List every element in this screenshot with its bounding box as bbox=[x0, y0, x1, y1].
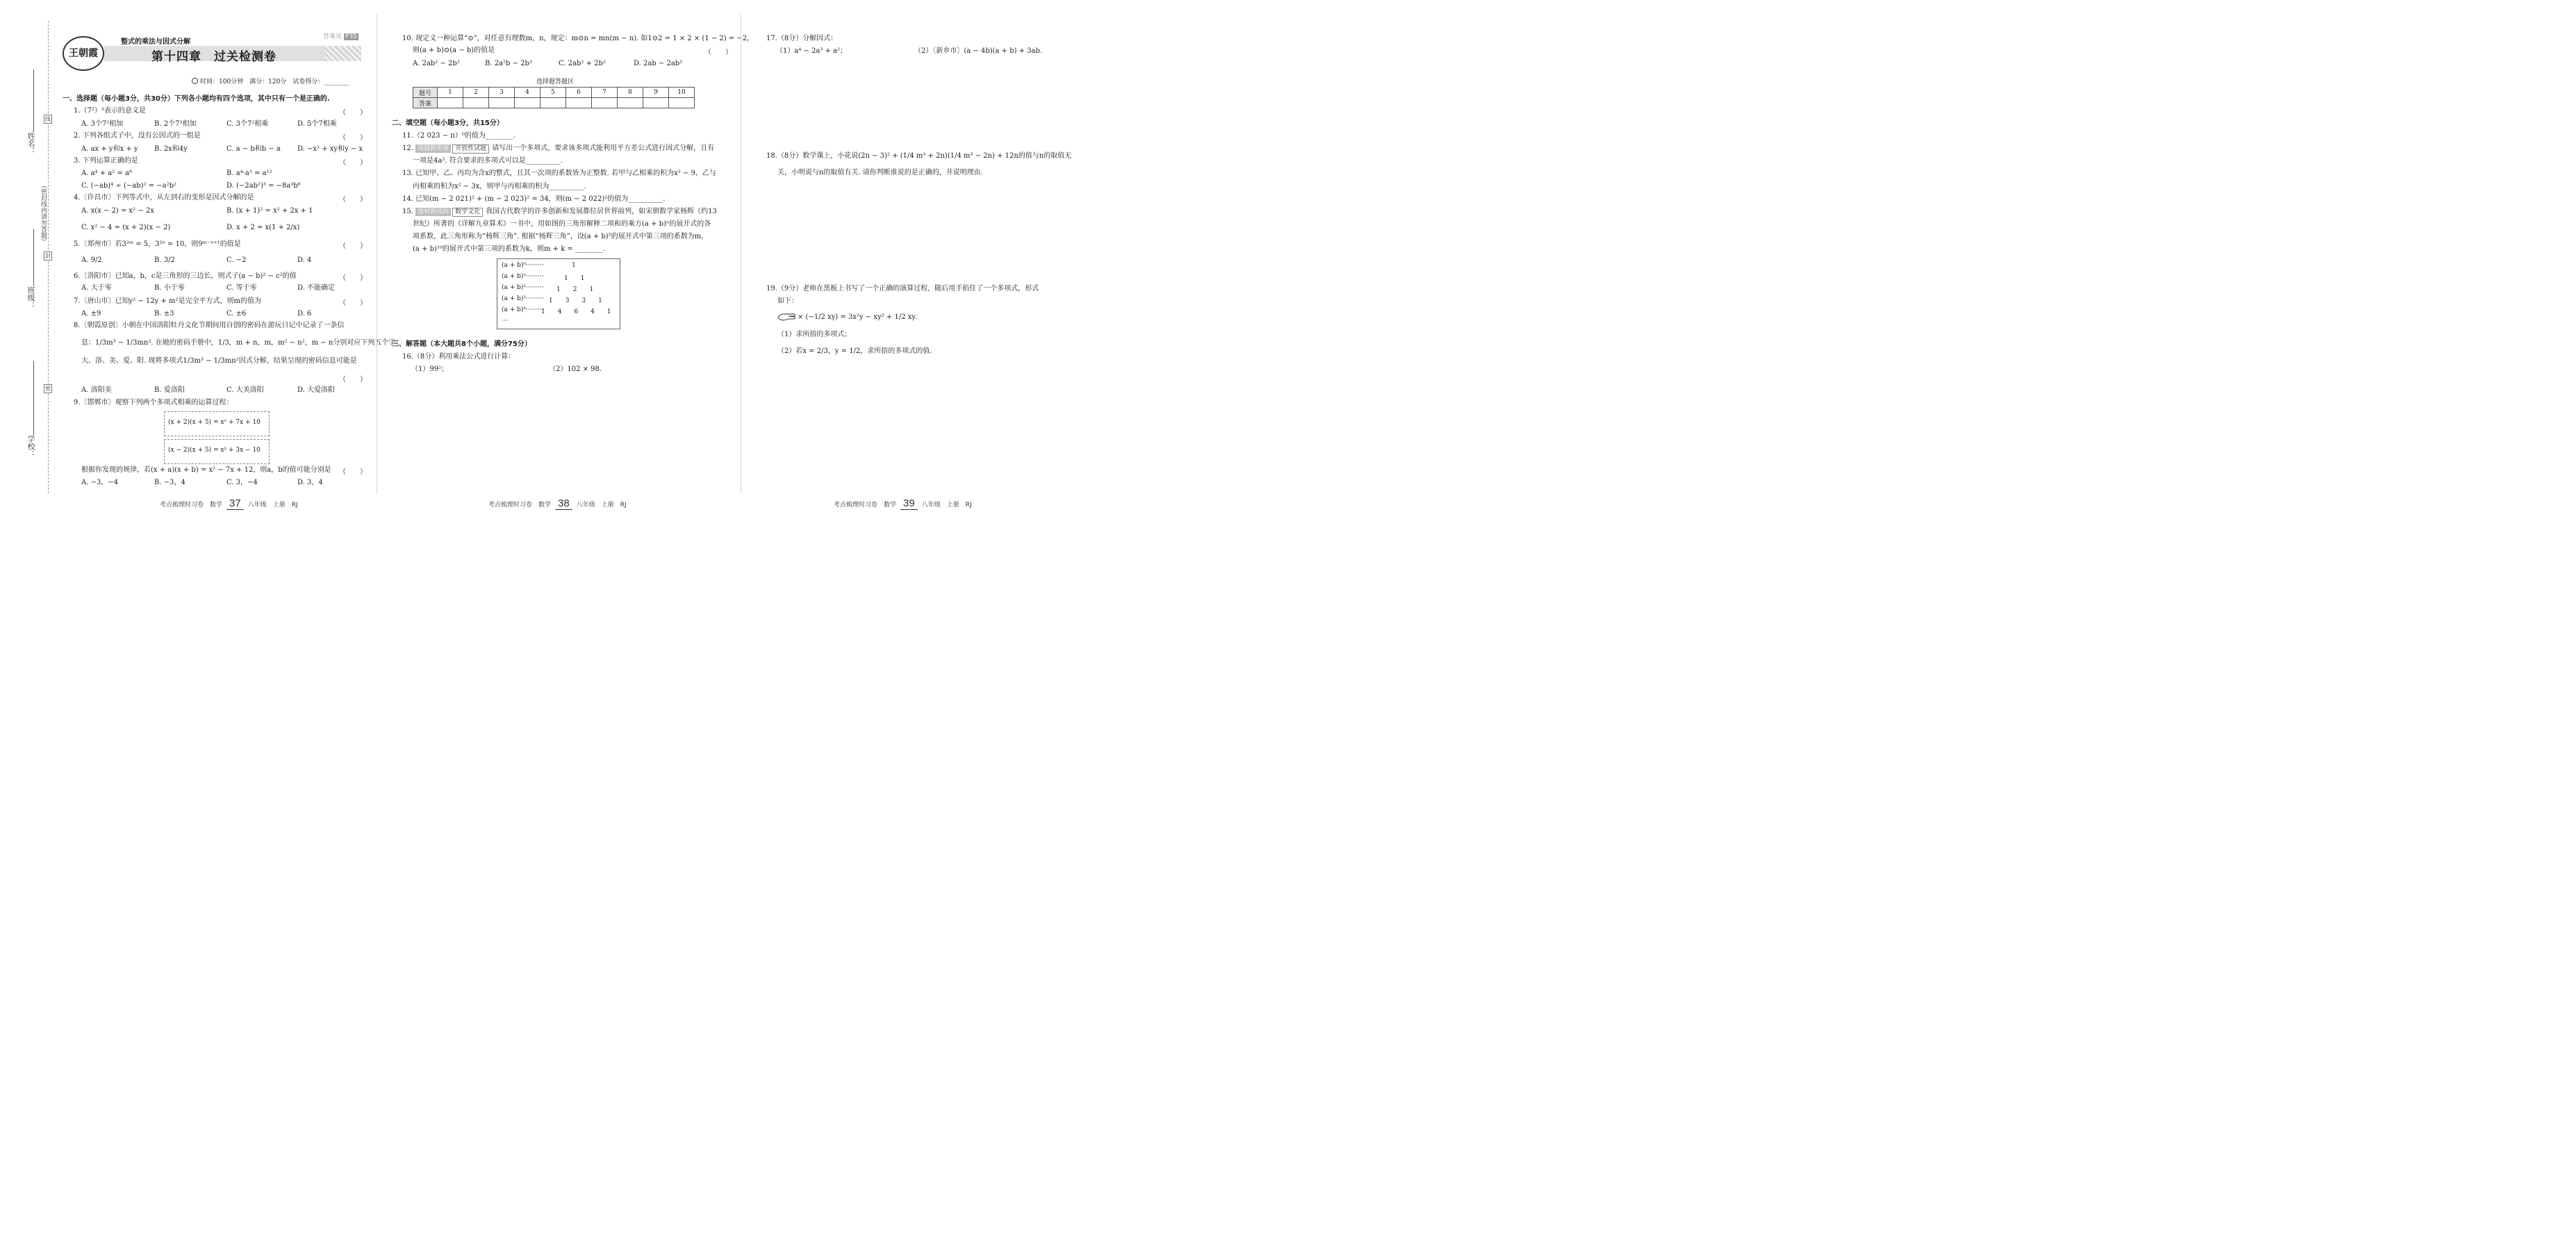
q1-option-a[interactable]: A. 3个7²相加 bbox=[81, 120, 124, 128]
q8-answer-paren[interactable]: （ ） bbox=[339, 376, 367, 384]
q9-stem: 9.〔邯郸市〕观察下列两个多项式相乘的运算过程： bbox=[74, 399, 233, 406]
page-number: 39 bbox=[900, 497, 918, 510]
answer-table-number: 4 bbox=[515, 88, 540, 98]
q12-line1: 12. 设题新角度 开放性试题 请写出一个多项式，要求该多项式能利用平方差公式进行因式分解，且有 bbox=[402, 145, 715, 152]
q3-option-d[interactable]: D. (−2ab²)³ = −8a³b⁶ bbox=[226, 182, 301, 190]
answer-cell[interactable] bbox=[618, 98, 643, 108]
title-banner-pattern bbox=[325, 46, 361, 61]
q4-option-c[interactable]: C. x² − 4 = (x + 2)(x − 2) bbox=[81, 224, 171, 231]
q10-option-a[interactable]: A. 2ab² − 2b² bbox=[413, 60, 460, 67]
pascal-row-lhs: (a + b)¹········· bbox=[502, 273, 544, 280]
answer-cell[interactable] bbox=[643, 98, 669, 108]
q2-option-b[interactable]: B. 2x和4y bbox=[154, 145, 188, 153]
seal-mark-1: 线 bbox=[45, 116, 51, 122]
pascal-triangle-figure bbox=[497, 258, 620, 329]
q19-part2: （2）若x = 2/3，y = 1/2，求所捂的多项式的值. bbox=[777, 347, 932, 355]
answer-table-number: 9 bbox=[643, 88, 669, 98]
pascal-row-coef: 1 2 1 bbox=[556, 286, 594, 293]
q4-option-b[interactable]: B. (x + 1)² = x² + 2x + 1 bbox=[226, 207, 313, 215]
q3-stem: 3. 下列运算正确的是 bbox=[74, 157, 138, 165]
answer-table-number-row bbox=[413, 88, 695, 98]
q7-option-d[interactable]: D. 6 bbox=[297, 310, 312, 318]
answer-cell[interactable] bbox=[489, 98, 515, 108]
q6-option-d[interactable]: D. 不能确定 bbox=[297, 284, 336, 292]
school-label: 学校： bbox=[26, 435, 35, 458]
q1-answer-paren[interactable]: （ ） bbox=[339, 109, 367, 117]
q4-option-d[interactable]: D. x + 2 = x(1 + 2/x) bbox=[226, 224, 300, 231]
q7-option-c[interactable]: C. ±6 bbox=[226, 310, 247, 318]
clock-icon bbox=[192, 78, 198, 84]
q13-line1: 13. 已知甲、乙、丙均为含x的整式，且其一次项的系数皆为正整数. 若甲与乙相乘的积为x² − 9，乙与 bbox=[402, 170, 716, 177]
q8-option-c[interactable]: C. 大美洛阳 bbox=[226, 386, 264, 394]
q15-line2: 世纪）所著的《详解九章算术》一书中，用如图的三角形解释二项和的乘方(a + b)ⁿ的展开式的各 bbox=[413, 220, 711, 228]
q3-option-c[interactable]: C. (−ab)⁴ ÷ (−ab)² = −a²b² bbox=[81, 182, 176, 190]
q16-part1: （1）99²； bbox=[411, 365, 449, 373]
q17-part2: （2）〔新乡市〕(a − 4b)(a + b) + 3ab. bbox=[914, 47, 1043, 55]
answer-table bbox=[413, 87, 695, 108]
pascal-row-coef: 1 bbox=[572, 262, 576, 269]
q4-answer-paren[interactable]: （ ） bbox=[339, 196, 367, 204]
q15-line4: (a + b)¹⁰的展开式中第三项的系数为k，则m + k = ________. bbox=[413, 245, 606, 253]
answer-cell[interactable] bbox=[540, 98, 566, 108]
q8-line2: 息：1/3m³ − 1/3mn². 在她的密码手册中，1/3，m + n，m，m² − n²，m − n分别对应下列五个字： bbox=[81, 339, 403, 347]
q15-tag-culture: 数学文化 bbox=[452, 208, 483, 217]
name-underline bbox=[33, 69, 34, 132]
hand-icon bbox=[777, 311, 797, 324]
q12-tag-open: 开放性试题 bbox=[452, 145, 489, 154]
q8-option-b[interactable]: B. 爱洛阳 bbox=[154, 386, 185, 394]
pascal-row-lhs: (a + b)³········· bbox=[502, 295, 544, 302]
q6-answer-paren[interactable]: （ ） bbox=[339, 274, 367, 282]
answer-table-number: 8 bbox=[618, 88, 643, 98]
q3-option-a[interactable]: A. a⁴ + a² = a⁶ bbox=[81, 170, 132, 177]
q7-option-a[interactable]: A. ±9 bbox=[81, 310, 101, 318]
answer-table-row2-head: 答案 bbox=[413, 98, 438, 108]
q3-option-b[interactable]: B. a⁴·a³ = a¹² bbox=[226, 170, 272, 177]
section3-title: 三、解答题（本大题共8个小题，满分75分） bbox=[392, 340, 531, 348]
q12-tag-angle: 设题新角度 bbox=[415, 145, 451, 153]
q14: 14. 已知(m − 2 021)² + (m − 2 023)² = 34，则(m − 2 022)²的值为__________. bbox=[402, 195, 666, 203]
answer-cell[interactable] bbox=[515, 98, 540, 108]
q2-answer-paren[interactable]: （ ） bbox=[339, 134, 367, 142]
footer-page-38: 考点梳理时习卷 数学 38 八年级 上册 RJ bbox=[488, 497, 627, 509]
q9-formula-2: (x − 2)(x + 5) = x² + 3x − 10 bbox=[168, 447, 261, 454]
header-subtitle: 整式的乘法与因式分解 bbox=[121, 38, 190, 46]
pascal-row-coef: 1 1 bbox=[564, 275, 585, 282]
q10-line1: 10. 现定义一种运算“⊙”，对任意有理数m，n，规定：m⊙n = mn(m − n). 如1⊙2 = 1 × 2 × (1 − 2) = −2， bbox=[402, 35, 754, 42]
q9-option-d[interactable]: D. 3，4 bbox=[297, 479, 323, 486]
q7-stem: 7.〔唐山市〕已知y² − 12y + m²是完全平方式，则m的值为 bbox=[74, 297, 262, 305]
pascal-row-lhs: (a + b)²········· bbox=[502, 284, 544, 291]
seal-mark-3: 密 bbox=[45, 386, 51, 392]
name-label: 姓名： bbox=[26, 132, 35, 155]
answer-cell[interactable] bbox=[566, 98, 592, 108]
pascal-row-coef: 1 3 3 1 bbox=[549, 297, 602, 304]
q9-answer-paren[interactable]: （ ） bbox=[339, 468, 367, 476]
q19-line2: 如下： bbox=[777, 297, 798, 305]
q9-formula-1: (x + 2)(x + 5) = x² + 7x + 10 bbox=[168, 419, 261, 426]
q8-option-d[interactable]: D. 大爱洛阳 bbox=[297, 386, 336, 394]
page-number: 37 bbox=[226, 497, 244, 510]
seal-mark-2: 封 bbox=[45, 253, 51, 259]
q10-answer-paren[interactable]: （ ） bbox=[704, 49, 732, 56]
class-underline bbox=[33, 229, 34, 286]
footer-page-37: 考点梳理时习卷 数学 37 八年级 上册 RJ bbox=[160, 497, 298, 509]
q17: 17.（8分）分解因式： bbox=[766, 35, 838, 42]
q18-line1: 18.（8分）数学课上，小花说(2n − 3)² + (1/4 m³ + 2n)(1/4 m³ − 2n) + 12n的值与n的取值无 bbox=[766, 152, 1072, 160]
pascal-row-lhs: (a + b)⁴········· bbox=[502, 306, 544, 313]
q5-option-d[interactable]: D. 4 bbox=[297, 256, 312, 264]
page-title: 第十四章 过关检测卷 bbox=[151, 50, 276, 64]
answer-table-number: 10 bbox=[669, 88, 695, 98]
answer-cell[interactable] bbox=[592, 98, 618, 108]
q5-option-c[interactable]: C. −2 bbox=[226, 256, 247, 264]
q1-option-c[interactable]: C. 3个7²相乘 bbox=[226, 120, 269, 128]
answer-table-number: 2 bbox=[463, 88, 489, 98]
page-number: 38 bbox=[555, 497, 572, 510]
q10-option-d[interactable]: D. 2ab − 2ab² bbox=[634, 60, 683, 67]
answer-table-number: 5 bbox=[540, 88, 566, 98]
answer-page-badge: P35 bbox=[345, 33, 357, 40]
q7-answer-paren[interactable]: （ ） bbox=[339, 299, 367, 307]
pascal-row-lhs: ··· bbox=[502, 318, 508, 324]
q9-option-b[interactable]: B. −3，4 bbox=[154, 479, 185, 486]
q10-option-b[interactable]: B. 2a²b − 2b³ bbox=[485, 60, 532, 67]
q3-answer-paren[interactable]: （ ） bbox=[339, 159, 367, 167]
answer-table-number: 1 bbox=[438, 88, 463, 98]
answer-ref: 答案见 P35 bbox=[323, 33, 357, 40]
logo-badge bbox=[63, 36, 104, 71]
q15-tag-material: 选材新风向 bbox=[415, 208, 451, 216]
section2-title: 二、填空题（每小题3分，共15分） bbox=[392, 120, 504, 127]
answer-table-number: 6 bbox=[566, 88, 592, 98]
answer-cell[interactable] bbox=[669, 98, 695, 108]
q6-option-a[interactable]: A. 大于零 bbox=[81, 284, 112, 292]
q17-part1: （1）a⁴ − 2a³ + a²； bbox=[776, 47, 848, 55]
q11: 11.（2 023 − π）⁰的值为________. bbox=[402, 132, 516, 140]
q10-line2: 则(a + b)⊙(a − b)的值是 bbox=[413, 47, 495, 54]
q8-option-a[interactable]: A. 洛阳美 bbox=[81, 386, 112, 394]
answer-table-number: 7 bbox=[592, 88, 618, 98]
q6-option-b[interactable]: B. 小于零 bbox=[154, 284, 185, 292]
q2-option-a[interactable]: A. ax + y和x + y bbox=[81, 145, 138, 153]
q2-stem: 2. 下列各组式子中，没有公因式的一组是 bbox=[74, 132, 201, 140]
q1-option-b[interactable]: B. 2个7³相加 bbox=[154, 120, 197, 128]
q4-stem: 4.〔许昌市〕下列等式中，从左到右的变形是因式分解的是 bbox=[74, 194, 254, 201]
seal-note: （密封线内请勿答题） bbox=[40, 182, 47, 245]
q18-line2: 关，小明说与n的取值有关. 请你判断谁说的是正确的，并说明理由. bbox=[777, 169, 983, 176]
q15-line1: 15. 选材新风向 数学文化 我国古代数学的许多创新和发展都位居世界前列，如宋朝数学家杨辉（约13 bbox=[402, 208, 717, 215]
logo-text: 王朝霞 bbox=[69, 48, 98, 59]
q8-line3: 大、洛、美、爱、阳. 现将多项式1/3m³ − 1/3mn²因式分解，结果呈现的密码信息可能是 bbox=[81, 357, 357, 365]
q16-part2: （2）102 × 98. bbox=[549, 365, 602, 373]
answer-cell[interactable] bbox=[463, 98, 489, 108]
school-underline bbox=[33, 361, 34, 435]
q19-line1: 19.（9分）老师在黑板上书写了一个正确的演算过程，随后用手掐住了一个多项式，形式 bbox=[766, 285, 1039, 293]
q9-option-c[interactable]: C. 3，−4 bbox=[226, 479, 258, 486]
answer-table-title: 选择题答题区 bbox=[536, 79, 575, 85]
q19-part1: （1）求所捂的多项式； bbox=[777, 331, 852, 338]
section1-title: 一、选择题（每小题3分，共30分）下列各小题均有四个选项，其中只有一个是正确的. bbox=[63, 95, 330, 103]
q9-line2: 根据你发现的规律，若(x + a)(x + b) = x² − 7x + 12，则a，b的值可能分别是 bbox=[81, 466, 331, 474]
q6-stem: 6.〔洛阳市〕已知a，b，c是三角形的三边长，则式子(a − b)² − c²的值 bbox=[74, 272, 297, 280]
q5-option-b[interactable]: B. 3/2 bbox=[154, 256, 175, 264]
time-info: 时间：100分钟 满分：120分 试卷得分：________ bbox=[200, 79, 349, 85]
q1-option-d[interactable]: D. 5个7相乘 bbox=[297, 120, 337, 128]
q8-line1: 8.〔朝霞原创〕小朝在中国洛阳牡丹文化节期间用自创的密码在游玩日记中记录了一条信 bbox=[74, 322, 345, 329]
q19-equation: × (−1/2 xy) = 3x²y − xy² + 1/2 xy. bbox=[798, 313, 917, 321]
q4-option-a[interactable]: A. x(x − 2) = x² − 2x bbox=[81, 207, 154, 215]
q6-option-c[interactable]: C. 等于零 bbox=[226, 284, 257, 292]
q12-line2: 一项是4a². 符合要求的多项式可以是__________. bbox=[413, 157, 563, 165]
pascal-row-coef: 1 4 6 4 1 bbox=[541, 308, 611, 315]
q5-option-a[interactable]: A. 9/2 bbox=[81, 256, 102, 264]
pascal-row-lhs: (a + b)⁰········· bbox=[502, 262, 544, 269]
footer-page-39: 考点梳理时习卷 数学 39 八年级 上册 RJ bbox=[834, 497, 972, 509]
answer-cell[interactable] bbox=[438, 98, 463, 108]
class-label: 班级： bbox=[26, 286, 35, 309]
q15-line3: 项系数，此三角形称为“杨辉三角”. 根据“杨辉三角”，设(a + b)⁵的展开式中第三项的系数为m， bbox=[413, 233, 709, 240]
q13-line2: 丙相乘的积为x² − 3x，则甲与丙相乘的积为__________. bbox=[413, 183, 586, 190]
q1-stem: 1.（7²）³表示的意义是 bbox=[74, 107, 146, 115]
answer-table-row1-head: 题号 bbox=[413, 88, 438, 98]
answer-table-answer-row bbox=[413, 98, 695, 108]
q5-answer-paren[interactable]: （ ） bbox=[339, 242, 367, 250]
q10-option-c[interactable]: C. 2ab² + 2b² bbox=[559, 60, 606, 67]
q9-option-a[interactable]: A. −3，−4 bbox=[81, 479, 119, 486]
q7-option-b[interactable]: B. ±3 bbox=[154, 310, 174, 318]
q5-stem: 5.〔郑州市〕若3²ᵐ = 5，3²ⁿ = 10，则9ᵐ⁻ⁿ⁺¹的值是 bbox=[74, 240, 241, 248]
q2-option-d[interactable]: D. −x² + xy和y − x bbox=[297, 145, 363, 153]
q2-option-c[interactable]: C. a − b和b − a bbox=[226, 145, 281, 153]
answer-table-number: 3 bbox=[489, 88, 515, 98]
q16: 16.（8分）利用乘法公式进行计算： bbox=[402, 353, 515, 361]
